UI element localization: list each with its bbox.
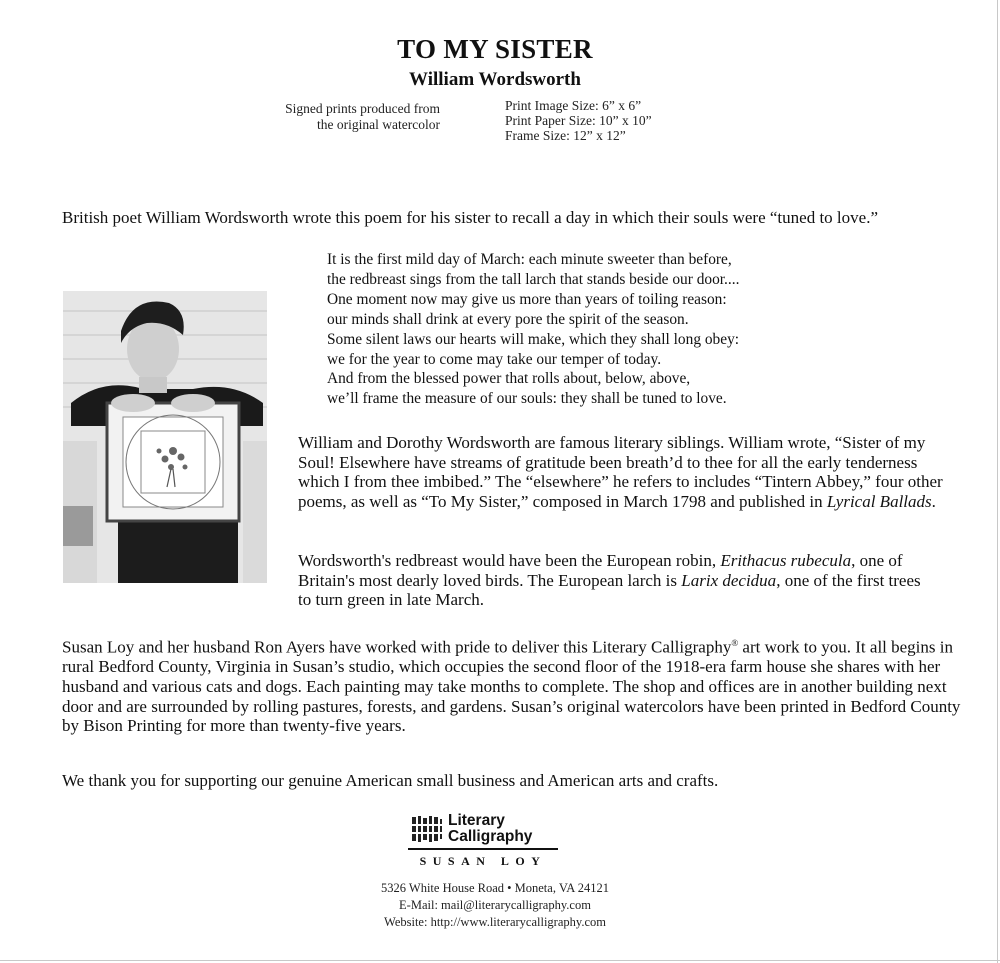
- frame-size: Frame Size: 12” x 12”: [505, 128, 626, 143]
- paragraph-text: , one of the first trees to turn green in late March.: [298, 570, 921, 610]
- email-address: E-Mail: mail@literarycalligraphy.com: [399, 898, 591, 912]
- thank-you-paragraph: We thank you for supporting our genuine American small business and American arts and crafts.: [62, 771, 719, 790]
- website-address: Website: http://www.literarycalligraphy.com: [384, 915, 606, 929]
- poem-line: our minds shall drink at every pore the spirit of the season.: [327, 310, 689, 328]
- poem-line: Some silent laws our hearts will make, which they shall long obey:: [327, 330, 740, 348]
- poem-line: the redbreast sings from the tall larch that stands beside our door....: [327, 270, 740, 288]
- print-paper-size: Print Paper Size: 10” x 10”: [505, 113, 652, 128]
- book-title: Lyrical Ballads: [826, 492, 932, 512]
- logo-text-susan-loy: SUSAN LOY: [419, 854, 547, 868]
- author-name: William Wordsworth: [409, 69, 581, 90]
- logo-text-calligraphy: Calligraphy: [448, 828, 533, 845]
- logo-mark-icon: [410, 814, 444, 844]
- logo-text-literary: Literary: [448, 812, 505, 829]
- intro-paragraph: British poet William Wordsworth wrote this poem for his sister to recall a day in which their souls were “tuned to love.”: [62, 208, 878, 227]
- paragraph-text: Wordsworth's redbreast would have been the European robin,: [298, 551, 721, 570]
- about-artist-paragraph: [62, 634, 962, 736]
- paragraph-text: William and Dorothy Wordsworth are famous literary siblings. William wrote, “Sister of my Soul! Elsewhere have streams of gratitude been breath’d to thee for all the early tenderness which I from thee imbibed.” The “elsewhere” he refers to includes “Tintern Abbey,” four other poems, as well as “To My Sister,” composed in March 1798 and published in: [298, 433, 943, 512]
- print-description: [200, 101, 440, 133]
- registered-mark: ®: [731, 638, 739, 648]
- poem-excerpt: [327, 250, 807, 409]
- paragraph-text: , one of Britain's most dearly loved birds. The European larch is: [298, 551, 903, 590]
- page-title: TO MY SISTER: [397, 34, 593, 64]
- print-description-line: Signed prints produced from: [285, 101, 440, 116]
- artist-photo-illustration: [63, 291, 267, 583]
- paragraph-text: Susan Loy and her husband Ron Ayers have worked with pride to deliver this Literary Calligraphy: [62, 637, 732, 657]
- print-description-line: the original watercolor: [317, 117, 440, 132]
- redbreast-paragraph: [298, 551, 938, 610]
- page-border-bottom: [0, 960, 1000, 961]
- paragraph-text: art work to you. It all begins in rural Bedford County, Virginia in Susan’s studio, which occupies the second floor of the 1918-era farm house she shares with her husband and various cats and dogs. Each painting may take months to complete. The shop and offices are in another building next door and are surrounded by rolling pastures, forests, and gardens. Susan’s original watercolors have been printed in Bedford County by Bison Printing for more than twenty-five years.: [62, 637, 961, 736]
- print-image-size: Print Image Size: 6” x 6”: [505, 98, 642, 113]
- poem-line: we’ll frame the measure of our souls: they shall be tuned to love.: [327, 390, 727, 408]
- species-name: Larix decidua: [681, 570, 777, 590]
- poem-line: And from the blessed power that rolls about, below, above,: [327, 370, 691, 388]
- wordsworth-siblings-paragraph: [298, 433, 948, 512]
- print-sizes: [505, 98, 765, 143]
- poem-line: It is the first mild day of March: each minute sweeter than before,: [327, 251, 732, 268]
- poem-line: we for the year to come may take our temper of today.: [327, 350, 662, 368]
- species-name: Erithacus rubecula: [720, 551, 852, 570]
- page-border-right: [997, 0, 998, 963]
- paragraph-text: .: [931, 492, 936, 512]
- literary-calligraphy-logo: [408, 812, 558, 874]
- poem-line: One moment now may give us more than years of toiling reason:: [327, 290, 727, 308]
- mailing-address: 5326 White House Road • Moneta, VA 24121: [381, 881, 609, 895]
- logo-divider: [408, 848, 558, 850]
- artist-photo: [63, 291, 267, 583]
- contact-info: [0, 880, 990, 931]
